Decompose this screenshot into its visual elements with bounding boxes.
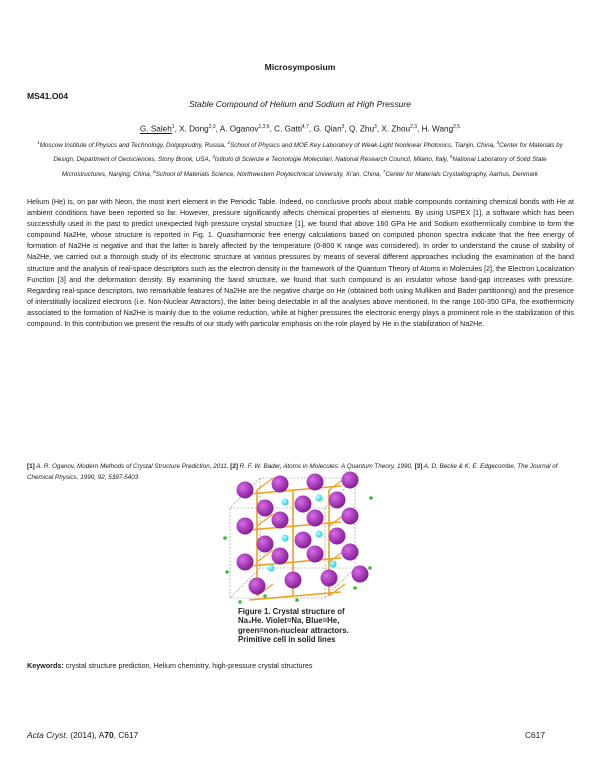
sodium-atom (237, 518, 254, 535)
journal-citation (27, 730, 138, 740)
non-nuclear-attractor (368, 566, 372, 570)
keywords-label: Keywords: (27, 661, 64, 670)
affiliation-mark: 1 (37, 140, 40, 145)
author-name: G. Qian (313, 124, 342, 134)
figure-caption-line: Figure 1. Crystal structure of (238, 607, 345, 616)
helium-atom (315, 494, 322, 501)
author-name: G. Saleh (139, 124, 172, 134)
helium-atom (329, 560, 336, 567)
affiliation-text: School of Physics and MOE Key Laboratory of Weak-Light Nonlinear Photonics, Tianjin, China, (230, 142, 497, 150)
author-affiliation-mark: 2,3 (208, 124, 216, 130)
bond-line (249, 486, 341, 494)
helium-atom (281, 534, 288, 541)
author-name: Q. Zhu (349, 124, 375, 134)
sodium-atom (257, 500, 274, 517)
figure-caption-line: green=non-nuclear attractors. (238, 625, 349, 635)
journal-year: (2014), A (67, 730, 105, 740)
bond-line (249, 522, 341, 530)
non-nuclear-attractor (225, 570, 229, 574)
crystal-structure-figure (205, 468, 385, 613)
author-affiliation-mark: 3 (341, 124, 345, 130)
helium-atom (281, 498, 288, 505)
figure-caption (238, 607, 388, 644)
sodium-atom (272, 476, 289, 493)
section-header: Microsymposium (264, 62, 336, 72)
figure-caption-line: Na₂He. Violet=Na, Blue=He, (238, 616, 340, 626)
non-nuclear-attractor (238, 600, 242, 604)
author-affiliation-mark: 2,5 (453, 124, 461, 130)
reference-text: A. R. Oganov, Modern Methods of Crystal Structure Prediction, 2011, (34, 463, 231, 470)
author-name: A. Oganov (219, 124, 259, 134)
sodium-atom (342, 472, 359, 489)
bond-line (249, 558, 341, 566)
affiliation-text: National Laboratory of Solid State Microstructures, Nanjing, China, (61, 156, 547, 178)
reference-number: [2] (230, 463, 238, 470)
sodium-atom (285, 572, 302, 589)
sodium-atom (237, 554, 254, 571)
author-affiliation-mark: 1,3,6 (258, 124, 270, 130)
helium-atom (315, 530, 322, 537)
sodium-atom (272, 548, 289, 565)
author-name: C. Gatti (274, 124, 302, 134)
sodium-atom (237, 482, 254, 499)
author-name: X. Zhou (381, 124, 411, 134)
non-nuclear-attractor (295, 598, 299, 602)
author-list: G. Saleh$^1$, X. Dong$^{2,3}$, A. Oganov$^{1,3,6}$, C. Gatti$^{4,7}$, G. Qian$^3$, Q. Zhu$^3$, X. Zhou$^{2,3}$, H. Wang$^{2,5}$ (139, 124, 461, 134)
paper-title: Stable Compound of Helium and Sodium at High Pressure (188, 99, 412, 109)
sodium-atom (342, 544, 359, 561)
crystal-structure-image (205, 468, 385, 613)
affiliation-list (34, 137, 566, 180)
sodium-atom (307, 474, 324, 491)
sodium-atom (295, 532, 312, 549)
author-affiliation-mark: 1 (171, 124, 175, 130)
non-nuclear-attractor (353, 586, 357, 590)
sodium-atom (272, 512, 289, 529)
non-nuclear-attractor (263, 594, 267, 598)
journal-name: Acta Cryst. (27, 730, 68, 740)
sodium-atom (249, 578, 266, 595)
sodium-atom (329, 528, 346, 545)
affiliation-mark: 2 (227, 140, 231, 145)
figure-caption-line: Primitive cell in solid lines (238, 634, 336, 644)
keywords (27, 661, 574, 670)
author-name: H. Wang (421, 124, 454, 134)
affiliation-mark: 7 (382, 168, 386, 174)
affiliation-text: Istituto di Scienze e Tecnologie Molecolari, National Research Council, Milano, Italy, (214, 156, 450, 164)
journal-volume: 70 (104, 730, 114, 740)
helium-atom (267, 564, 274, 571)
affiliation-text: Center for Materials by Design, Department of Geosciences, Stony Brook, USA, (53, 142, 563, 164)
sodium-atom (321, 570, 338, 587)
author-affiliation-mark: 4,7 (301, 124, 309, 130)
author-affiliation-mark: 3 (374, 124, 377, 130)
reference-number: [3] (414, 463, 423, 470)
sodium-atom (257, 536, 274, 553)
affiliation-mark: 5 (449, 154, 453, 160)
abstract-body: Helium (He) is, on par with Neon, the most inert element in the Periodic Table. Indeed, no conclusive proofs about stable compounds containing chemical bonds with He at ambient conditions have been reported so far. However, pressure significantly affects chemical properties of elements. By using USPEX [1], a software which has been successfully used in the past to predict unexpected high pressure crystal structure [1], we found that above 160 GPa He and Sodium exothermically combine to form the compound Na2He, whose structure is reported in Fig. 1. Quasiharmonic free energy calculations based on computed phonon spectra indicate that the free energy of formation of Na2He is negative and that the latter is barely affected by the temperature (0-800 K range was considered). In order to understand the cause of stability of Na2He, we carried out a thorough study of its electronic structure at various pressures by means of several different approaches including the examination of the band structure and the analysis of real-space descriptors such as the electron density in the framework of the Quantum Theory of Atoms in Molecules [2], the Electron Localization Function [3] and the deformation density. By examining the band structure, we found that such compound is an insulator whose band-gap increases with pressure. Regarding real-space descriptors, two remarkable features of Na2He are the negative charge on He (obtained both using Mulliken and Bader partitioning) and the presence of interstitially localized electrons (i.e. Non-Nuclear Attractors), the latter being detectable in all the analyses above mentioned. In the range 160-350 GPa, the exothermicity associated to the formation of Na2He is mainly due to the volume reduction, while at higher pressures the electronic energy plays a prominent role in the stabilization of this compound. In this contribution we present the results of our study with particular emphasis on the role played by He in the stabilization of Na2He. (27, 198, 574, 329)
sodium-atom (307, 510, 324, 527)
affiliation-mark: 6 (153, 168, 156, 174)
abstract-id: MS41.O04 (27, 91, 69, 101)
author-affiliation-mark: 2,3 (410, 124, 418, 130)
affiliation-mark: 4 (212, 154, 215, 160)
bond-line (257, 478, 273, 490)
reference-text: R. F. W. Bader, Atoms in Molecules: A Quantum Theory, 1990, (237, 463, 415, 470)
reference-number: [1] (27, 463, 35, 470)
affiliation-mark: 3 (496, 140, 500, 145)
journal-page-ref: , C617 (113, 730, 139, 740)
author-name: X. Dong (179, 124, 209, 134)
non-nuclear-attractor (223, 536, 227, 540)
page-number: C617 (524, 730, 545, 740)
sodium-atom (342, 508, 359, 525)
non-nuclear-attractor (369, 496, 373, 500)
affiliation-text: School of Materials Science, Northwestern Polytechnical University, Xi'an, China, (155, 170, 383, 178)
affiliation-text: Center for Materials Crystallography, Aarhus, Denmark (385, 170, 539, 178)
sodium-atom (329, 492, 346, 509)
affiliation-text: Moscow Institute of Physics and Technology, Dolgoprudny, Russia, (39, 142, 228, 150)
keywords-text: crystal structure prediction, Helium chemistry, high-pressure crystal structures (63, 661, 313, 670)
bond-line (249, 592, 341, 600)
sodium-atom (352, 566, 369, 583)
sodium-atom (295, 496, 312, 513)
reference-text: A. D. Becke & K. E. Edgecombe, The Journal of Chemical Physics, 1990, 92, 5397-5403 (27, 463, 558, 481)
sodium-atom (307, 546, 324, 563)
